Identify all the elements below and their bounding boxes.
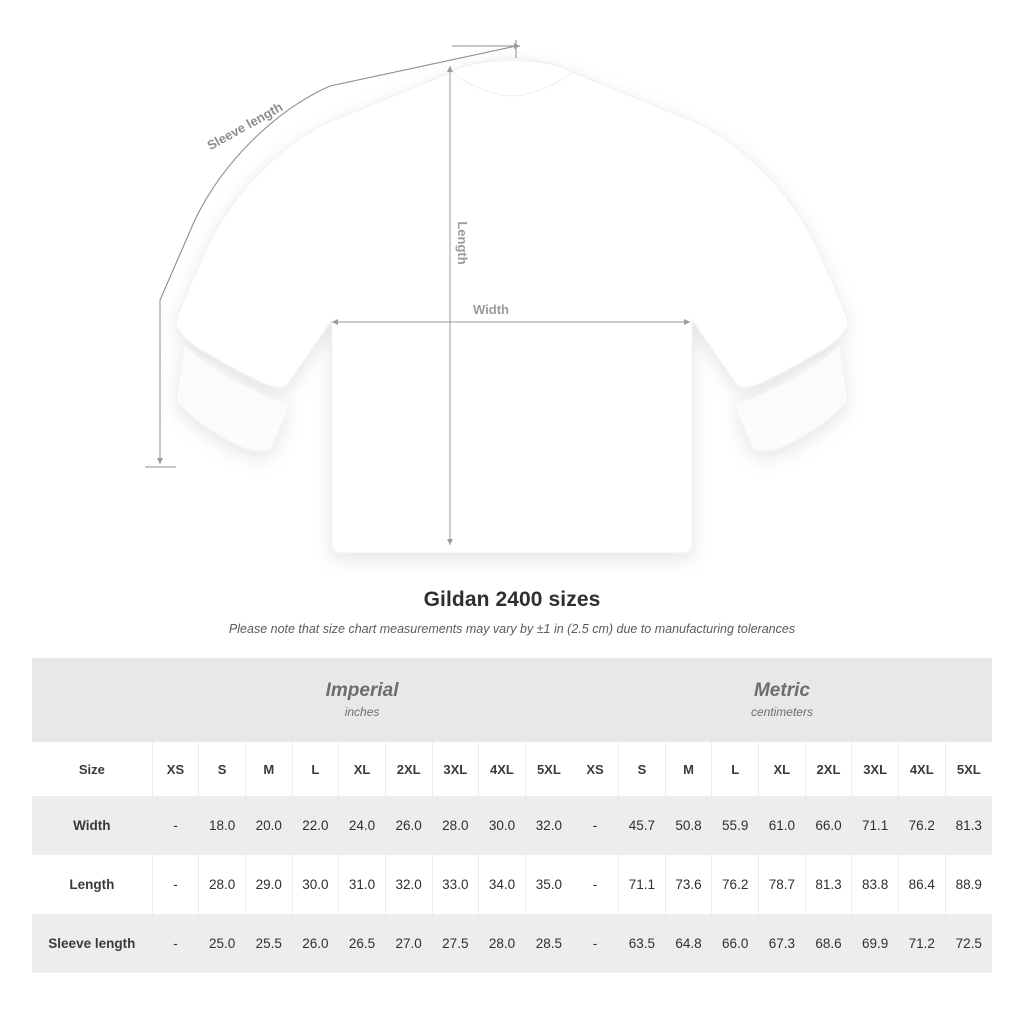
cell-length-metric-m: 73.6 [665,855,712,914]
table-row [32,855,992,914]
cell-length-metric-2xl: 81.3 [805,855,852,914]
size-header-metric-5xl: 5XL [945,742,992,796]
cell-width-metric-5xl: 81.3 [945,796,992,855]
cell-length-imperial-2xl: 32.0 [385,855,432,914]
cell-width-metric-4xl: 76.2 [898,796,945,855]
cell-sleeve-metric-4xl: 71.2 [898,914,945,973]
cell-sleeve-metric-5xl: 72.5 [945,914,992,973]
size-header-metric-xs: XS [572,742,619,796]
size-header-imperial-3xl: 3XL [432,742,479,796]
cell-sleeve-metric-l: 66.0 [712,914,759,973]
row-label-length: Length [32,855,152,914]
cell-sleeve-imperial-3xl: 27.5 [432,914,479,973]
cell-length-metric-s: 71.1 [619,855,666,914]
size-header-imperial-s: S [199,742,246,796]
size-header-label: Size [32,742,152,796]
cell-sleeve-imperial-m: 25.5 [245,914,292,973]
cell-sleeve-imperial-5xl: 28.5 [525,914,572,973]
cell-length-imperial-s: 28.0 [199,855,246,914]
cell-length-imperial-xl: 31.0 [339,855,386,914]
size-header-imperial-l: L [292,742,339,796]
unit-name-imperial: Imperial [325,679,399,701]
size-header-metric-l: L [712,742,759,796]
cell-sleeve-imperial-s: 25.0 [199,914,246,973]
cell-width-metric-2xl: 66.0 [805,796,852,855]
size-table-wrapper [32,658,992,973]
cell-sleeve-imperial-xs: - [152,914,199,973]
cell-sleeve-metric-xl: 67.3 [759,914,806,973]
size-header-imperial-xl: XL [339,742,386,796]
size-header-metric-2xl: 2XL [805,742,852,796]
cell-sleeve-metric-2xl: 68.6 [805,914,852,973]
row-label-width: Width [32,796,152,855]
cell-width-metric-s: 45.7 [619,796,666,855]
cell-width-metric-m: 50.8 [665,796,712,855]
cell-length-metric-xl: 78.7 [759,855,806,914]
cell-width-imperial-xs: - [152,796,199,855]
cell-length-metric-xs: - [572,855,619,914]
sleeve-length-label: Sleeve length [204,99,286,153]
cell-sleeve-metric-3xl: 69.9 [852,914,899,973]
length-label: Length [455,221,470,265]
cell-sleeve-imperial-l: 26.0 [292,914,339,973]
unit-header-spacer [32,658,152,742]
size-header-row [32,742,992,796]
size-header-metric-xl: XL [759,742,806,796]
unit-header-imperial [152,658,572,742]
shirt-shape [176,58,848,553]
width-label: Width [473,302,509,317]
cell-length-imperial-l: 30.0 [292,855,339,914]
cell-sleeve-imperial-4xl: 28.0 [479,914,526,973]
cell-width-imperial-m: 20.0 [245,796,292,855]
table-row [32,914,992,973]
cell-sleeve-imperial-2xl: 27.0 [385,914,432,973]
cell-width-imperial-5xl: 32.0 [525,796,572,855]
cell-width-metric-l: 55.9 [712,796,759,855]
size-header-imperial-2xl: 2XL [385,742,432,796]
cell-length-imperial-3xl: 33.0 [432,855,479,914]
page-title: Gildan 2400 sizes [423,588,601,611]
cell-sleeve-metric-m: 64.8 [665,914,712,973]
cell-width-imperial-3xl: 28.0 [432,796,479,855]
tolerance-note: Please note that size chart measurements may vary by ±1 in (2.5 cm) due to manufacturing tolerances [228,622,796,636]
cell-length-metric-l: 76.2 [712,855,759,914]
cell-length-imperial-4xl: 34.0 [479,855,526,914]
cell-length-metric-5xl: 88.9 [945,855,992,914]
unit-header-row [32,658,992,742]
size-header-metric-s: S [619,742,666,796]
cell-width-imperial-2xl: 26.0 [385,796,432,855]
size-header-metric-m: M [665,742,712,796]
unit-name-metric: Metric [753,679,810,701]
cell-length-imperial-5xl: 35.0 [525,855,572,914]
cell-sleeve-metric-s: 63.5 [619,914,666,973]
unit-sub-metric: centimeters [750,705,813,720]
size-header-imperial-xs: XS [152,742,199,796]
cell-sleeve-imperial-xl: 26.5 [339,914,386,973]
cell-length-imperial-xs: - [152,855,199,914]
cell-length-metric-4xl: 86.4 [898,855,945,914]
cell-width-metric-3xl: 71.1 [852,796,899,855]
cell-width-metric-xs: - [572,796,619,855]
cell-width-imperial-s: 18.0 [199,796,246,855]
size-header-imperial-5xl: 5XL [525,742,572,796]
size-header-metric-4xl: 4XL [898,742,945,796]
cell-sleeve-metric-xs: - [572,914,619,973]
cell-length-imperial-m: 29.0 [245,855,292,914]
cell-length-metric-3xl: 83.8 [852,855,899,914]
cell-width-imperial-4xl: 30.0 [479,796,526,855]
unit-sub-imperial: inches [344,705,380,720]
size-header-metric-3xl: 3XL [852,742,899,796]
cell-width-imperial-xl: 24.0 [339,796,386,855]
cell-width-imperial-l: 22.0 [292,796,339,855]
row-label-sleeve-length: Sleeve length [32,914,152,973]
size-header-imperial-m: M [245,742,292,796]
size-header-imperial-4xl: 4XL [479,742,526,796]
size-table [32,658,992,973]
cell-width-metric-xl: 61.0 [759,796,806,855]
table-row [32,796,992,855]
unit-header-metric [572,658,992,742]
